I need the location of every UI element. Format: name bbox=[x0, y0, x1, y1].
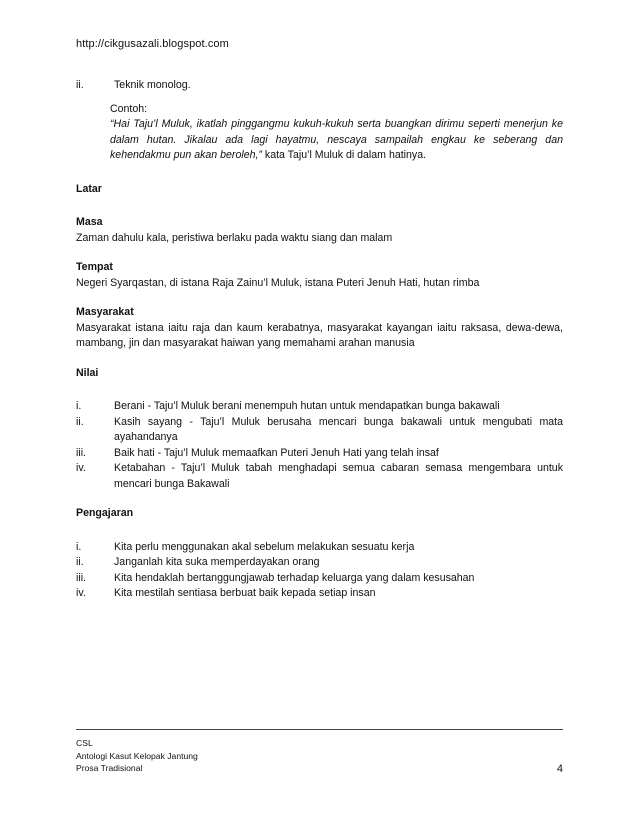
tempat-text: Negeri Syarqastan, di istana Raja Zainu’l Muluk, istana Puteri Jenuh Hati, hutan rimba bbox=[76, 276, 480, 289]
pengajaran-item bbox=[76, 571, 563, 587]
nilai-item-number: ii. bbox=[76, 415, 84, 428]
pengajaran-item bbox=[76, 555, 563, 571]
technique-title: Teknik monolog. bbox=[114, 79, 191, 91]
nilai-item bbox=[76, 415, 563, 446]
nilai-item bbox=[76, 446, 563, 462]
section-heading-masa: Masa bbox=[76, 216, 103, 228]
nilai-item-text: Baik hati - Taju’l Muluk memaafkan Puteri Jenuh Hati yang telah insaf bbox=[114, 446, 439, 459]
footer-line-csl: CSL bbox=[76, 738, 93, 748]
nilai-item-text: Kasih sayang - Taju’l Muluk berusaha mencari bunga bakawali untuk mengubati mata ayahandanya bbox=[114, 415, 563, 443]
nilai-item bbox=[76, 461, 563, 492]
nilai-item-number: iv. bbox=[76, 462, 86, 474]
pengajaran-item bbox=[76, 586, 563, 602]
pengajaran-item bbox=[76, 540, 563, 556]
header-url: http://cikgusazali.blogspot.com bbox=[76, 38, 229, 50]
pengajaran-item-text: Kita perlu menggunakan akal sebelum melakukan sesuatu kerja bbox=[114, 540, 415, 553]
technique-item bbox=[76, 78, 563, 94]
nilai-item-text: Ketabahan - Taju’l Muluk tabah menghadapi semua cabaran semasa mengembara untuk mencari bunga Bakawali bbox=[114, 462, 563, 490]
section-heading-latar: Latar bbox=[76, 182, 102, 195]
page-number: 4 bbox=[556, 763, 563, 775]
pengajaran-item-text: Kita mestilah sentiasa berbuat baik kepada setiap insan bbox=[114, 587, 376, 599]
nilai-item-number: i. bbox=[76, 400, 82, 412]
nilai-item-number: iii. bbox=[76, 446, 87, 459]
example-label: Contoh: bbox=[110, 102, 148, 115]
pengajaran-item-number: iii. bbox=[76, 571, 87, 584]
section-heading-nilai: Nilai bbox=[76, 366, 99, 379]
quote-text: “Hai Taju’l Muluk, ikatlah pinggangmu kukuh-kukuh serta buangkan dirimu seperti menerjun ke dalam hutan. Jikalau ada lagi hayatmu, nescaya sampailah engkau ke seberang dan kehendakmu pun akan beroleh,” bbox=[110, 118, 563, 161]
masyarakat-text: Masyarakat istana iaitu raja dan kaum kerabatnya, masyarakat kayangan iaitu raksasa, dewa-dewa, mambang, jin dan masyarakat haiwan yang memahami arahan manusia bbox=[76, 321, 563, 349]
example-quote bbox=[76, 117, 563, 164]
footer-line-genre: Prosa Tradisional bbox=[76, 763, 143, 773]
nilai-item bbox=[76, 399, 563, 415]
pengajaran-item-number: iv. bbox=[76, 587, 86, 599]
pengajaran-item-number: ii. bbox=[76, 556, 84, 568]
masa-text: Zaman dahulu kala, peristiwa berlaku pada waktu siang dan malam bbox=[76, 231, 393, 244]
nilai-item-text: Berani - Taju’l Muluk berani menempuh hutan untuk mendapatkan bunga bakawali bbox=[114, 400, 500, 412]
document-body bbox=[76, 78, 563, 602]
pengajaran-item-text: Kita hendaklah bertanggungjawab terhadap keluarga yang dalam kesusahan bbox=[114, 571, 475, 584]
footer-divider bbox=[76, 729, 563, 730]
page-footer bbox=[76, 737, 198, 775]
pengajaran-item-text: Janganlah kita suka memperdayakan orang bbox=[114, 556, 320, 568]
section-heading-masyarakat: Masyarakat bbox=[76, 306, 134, 318]
pengajaran-item-number: i. bbox=[76, 540, 82, 553]
section-heading-tempat: Tempat bbox=[76, 261, 113, 273]
section-heading-pengajaran: Pengajaran bbox=[76, 507, 134, 519]
quote-tail: kata Taju’l Muluk di dalam hatinya. bbox=[261, 149, 427, 161]
footer-line-anthology: Antologi Kasut Kelopak Jantung bbox=[76, 750, 198, 761]
technique-numeral: ii. bbox=[76, 79, 84, 91]
